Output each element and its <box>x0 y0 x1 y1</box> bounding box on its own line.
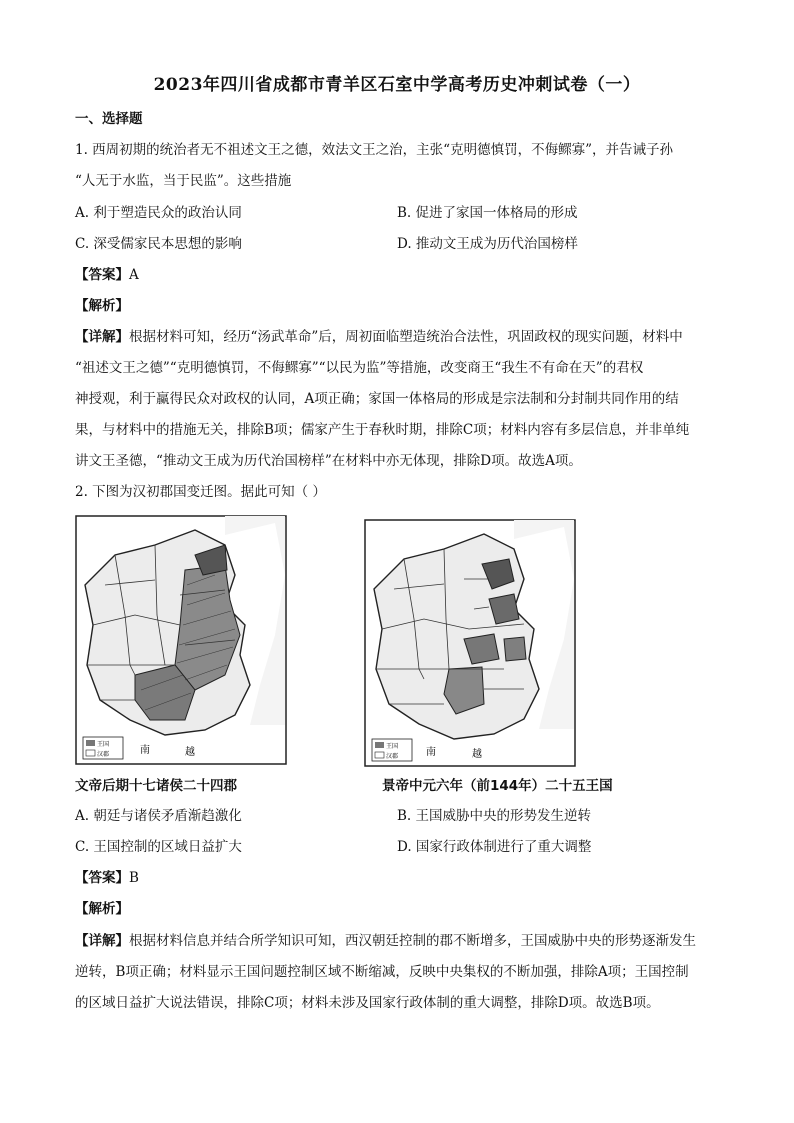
q2-detail-text: 根据材料信息并结合所学知识可知，西汉朝廷控制的郡不断增多，王国威胁中央的形势逐渐发生 <box>129 933 696 949</box>
q1-detail-line2: “祖述文王之德”“克明德慎罚，不侮鳏寡”“以民为监”等措施，改变商王“我生不有命在天”的君权 <box>75 360 644 376</box>
q1-answer-value: A <box>129 267 139 283</box>
q2-detail-line3: 的区域日益扩大说法错误，排除C项；材料未涉及国家行政体制的重大调整，排除D项。故选B项。 <box>75 995 660 1011</box>
section-heading: 一、选择题 <box>75 111 143 127</box>
q1-analysis-label: 【解析】 <box>75 298 129 314</box>
map2-caption: 景帝中元六年（前144年）二十五王国 <box>382 778 613 794</box>
q2-option-d: D. 国家行政体制进行了重大调整 <box>397 839 592 855</box>
map-jingdi <box>364 519 576 767</box>
legend-state-swatch <box>86 740 95 746</box>
map-wendi <box>75 515 287 765</box>
q2-stem: 2. 下图为汉初郡国变迁图。据此可知（ ） <box>75 484 326 500</box>
q2-option-b: B. 王国威胁中央的形势发生逆转 <box>397 808 592 824</box>
legend-jun-swatch <box>86 750 95 756</box>
map1-caption: 文帝后期十七诸侯二十四郡 <box>75 778 237 794</box>
q1-answer-label: 【答案】 <box>75 267 129 283</box>
q2-detail-line2: 逆转，B项正确；材料显示王国问题控制区域不断缩减，反映中央集权的不断加强，排除A项；王国控制 <box>75 964 689 980</box>
q1-detail-line3: 神授观，利于赢得民众对政权的认同，A项正确；家国一体格局的形成是宗法制和分封制共同作用的结 <box>75 391 679 407</box>
m1-legend-jun: 汉郡 <box>97 751 110 758</box>
q1-stem-line1: 1. 西周初期的统治者无不祖述文王之德，效法文王之治，主张“克明德慎罚，不侮鳏寡”，并告诫子孙 <box>75 142 673 158</box>
m2-legend-jun: 汉郡 <box>386 753 399 760</box>
q2-option-c: C. 王国控制的区域日益扩大 <box>75 839 242 855</box>
q2-answer-value: B <box>129 870 139 886</box>
q2-detail-label: 【详解】 <box>75 933 129 949</box>
m1-legend-state: 王国 <box>97 741 110 748</box>
q1-stem-line2: “人无于水监，当于民监”。这些措施 <box>75 173 292 189</box>
q1-detail-line1 <box>75 327 683 347</box>
q1-detail-line4: 果，与材料中的措施无关，排除B项；儒家产生于春秋时期，排除C项；材料内容有多层信息，并非单纯 <box>75 422 690 438</box>
m1-south2-label: 越 <box>185 747 195 758</box>
m1-south-label: 南 <box>140 745 150 756</box>
q1-option-d: D. 推动文王成为历代治国榜样 <box>397 236 578 252</box>
q2-option-a: A. 朝廷与诸侯矛盾渐趋激化 <box>75 808 242 824</box>
q2-answer <box>75 868 139 888</box>
q1-detail-line5: 讲文王圣德，“推动文王成为历代治国榜样”在材料中亦无体现，排除D项。故选A项。 <box>75 453 582 469</box>
q2-analysis-label: 【解析】 <box>75 901 129 917</box>
m2-south-label: 南 <box>426 747 436 758</box>
q1-option-c: C. 深受儒家民本思想的影响 <box>75 236 242 252</box>
q1-option-a: A. 利于塑造民众的政治认同 <box>75 205 242 221</box>
q2-detail-line1 <box>75 931 696 951</box>
m2-south2-label: 越 <box>472 749 482 760</box>
q1-detail-label: 【详解】 <box>75 329 129 345</box>
page-title: 2023年四川省成都市青羊区石室中学高考历史冲刺试卷（一） <box>153 75 641 95</box>
q1-detail-text: 根据材料可知，经历“汤武革命”后，周初面临塑造统治合法性，巩固政权的现实问题，材料中 <box>129 329 683 345</box>
q2-answer-label: 【答案】 <box>75 870 129 886</box>
q1-answer <box>75 265 139 285</box>
q1-option-b: B. 促进了家国一体格局的形成 <box>397 205 578 221</box>
m2-legend-state: 王国 <box>386 743 399 750</box>
